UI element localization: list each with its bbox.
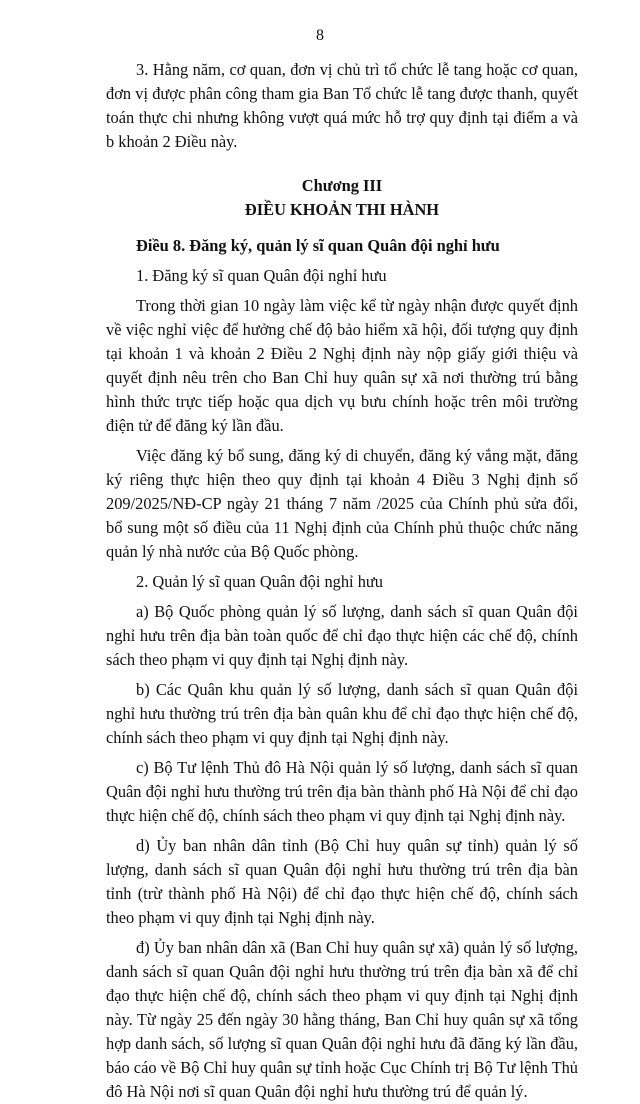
clause-1-paragraph-2: Việc đăng ký bổ sung, đăng ký di chuyển, đăng ký vắng mặt, đăng ký riêng thực hiện theo quy định tại khoản 4 Điều 3 Nghị định số 209/2025/NĐ-CP ngày 21 tháng 7 năm /2025 của Chính phủ sửa đổi, bổ sung một số điều của 11 Nghị định của Chính phủ thuộc chức năng quản lý nhà nước của Bộ Quốc phòng. xyxy=(106,446,578,561)
clause-2-title: 2. Quản lý sĩ quan Quân đội nghỉ hưu xyxy=(136,572,383,591)
chapter-title: ĐIỀU KHOẢN THI HÀNH xyxy=(244,200,440,219)
document-body xyxy=(106,58,578,1104)
clause-2-point-b: b) Các Quân khu quản lý số lượng, danh sách sĩ quan Quân đội nghỉ hưu thường trú trên địa bàn quân khu để chỉ đạo thực hiện chế độ, chính sách theo phạm vi quy định tại Nghị định này. xyxy=(106,680,578,747)
page-number: 8 xyxy=(316,27,324,44)
clause-1-title: 1. Đăng ký sĩ quan Quân đội nghỉ hưu xyxy=(136,266,387,285)
clause-1-paragraph-1: Trong thời gian 10 ngày làm việc kể từ ngày nhận được quyết định về việc nghỉ việc để hưởng chế độ bảo hiểm xã hội, đối tượng quy định tại khoản 1 và khoản 2 Điều 2 Nghị định này nộp giấy giới thiệu và quyết định nêu trên cho Ban Chỉ huy quân sự xã nơi thường trú bằng hình thức trực tiếp hoặc qua dịch vụ bưu chính hoặc trên môi trường điện tử để đăng ký lần đầu. xyxy=(106,296,578,435)
clause-2-point-c: c) Bộ Tư lệnh Thủ đô Hà Nội quản lý số lượng, danh sách sĩ quan Quân đội nghỉ hưu thường trú trên địa bàn thành phố Hà Nội để chỉ đạo thực hiện chế độ, chính sách theo phạm vi quy định tại Nghị định này. xyxy=(106,758,578,825)
clause-2-point-dd: đ) Ủy ban nhân dân xã (Ban Chỉ huy quân sự xã) quản lý số lượng, danh sách sĩ quan Quân đội nghỉ hưu thường trú trên địa bàn xã để chỉ đạo thực hiện chế độ, chính sách theo phạm vi quy định tại Nghị định này. Từ ngày 25 đến ngày 30 hằng tháng, Ban Chỉ huy quân sự xã tổng hợp danh sách, số lượng sĩ quan Quân đội nghỉ hưu đã đăng ký lần đầu, báo cáo về Bộ Chỉ huy quân sự tỉnh hoặc Cục Chính trị Bộ Tư lệnh Thủ đô Hà Nội nơi sĩ quan Quân đội nghỉ hưu thường trú để quản lý. xyxy=(106,938,578,1101)
chapter-number: Chương III xyxy=(301,176,383,195)
clause-2-point-a: a) Bộ Quốc phòng quản lý số lượng, danh sách sĩ quan Quân đội nghỉ hưu trên địa bàn toàn quốc để chỉ đạo thực hiện các chế độ, chính sách theo phạm vi quy định tại Nghị định này. xyxy=(106,602,578,669)
clause-2-point-d: d) Ủy ban nhân dân tỉnh (Bộ Chỉ huy quân sự tỉnh) quản lý số lượng, danh sách sĩ quan Quân đội nghỉ hưu thường trú trên địa bàn tỉnh (trừ thành phố Hà Nội) để chỉ đạo thực hiện chế độ, chính sách theo phạm vi quy định tại Nghị định này. xyxy=(106,836,578,927)
article-title: Điều 8. Đăng ký, quản lý sĩ quan Quân đội nghỉ hưu xyxy=(136,236,500,255)
paragraph-clause-3: 3. Hằng năm, cơ quan, đơn vị chủ trì tổ chức lễ tang hoặc cơ quan, đơn vị được phân công tham gia Ban Tổ chức lễ tang được thanh, quyết toán thực chi nhưng không vượt quá mức hỗ trợ quy định tại điểm a và b khoản 2 Điều này. xyxy=(106,60,578,151)
